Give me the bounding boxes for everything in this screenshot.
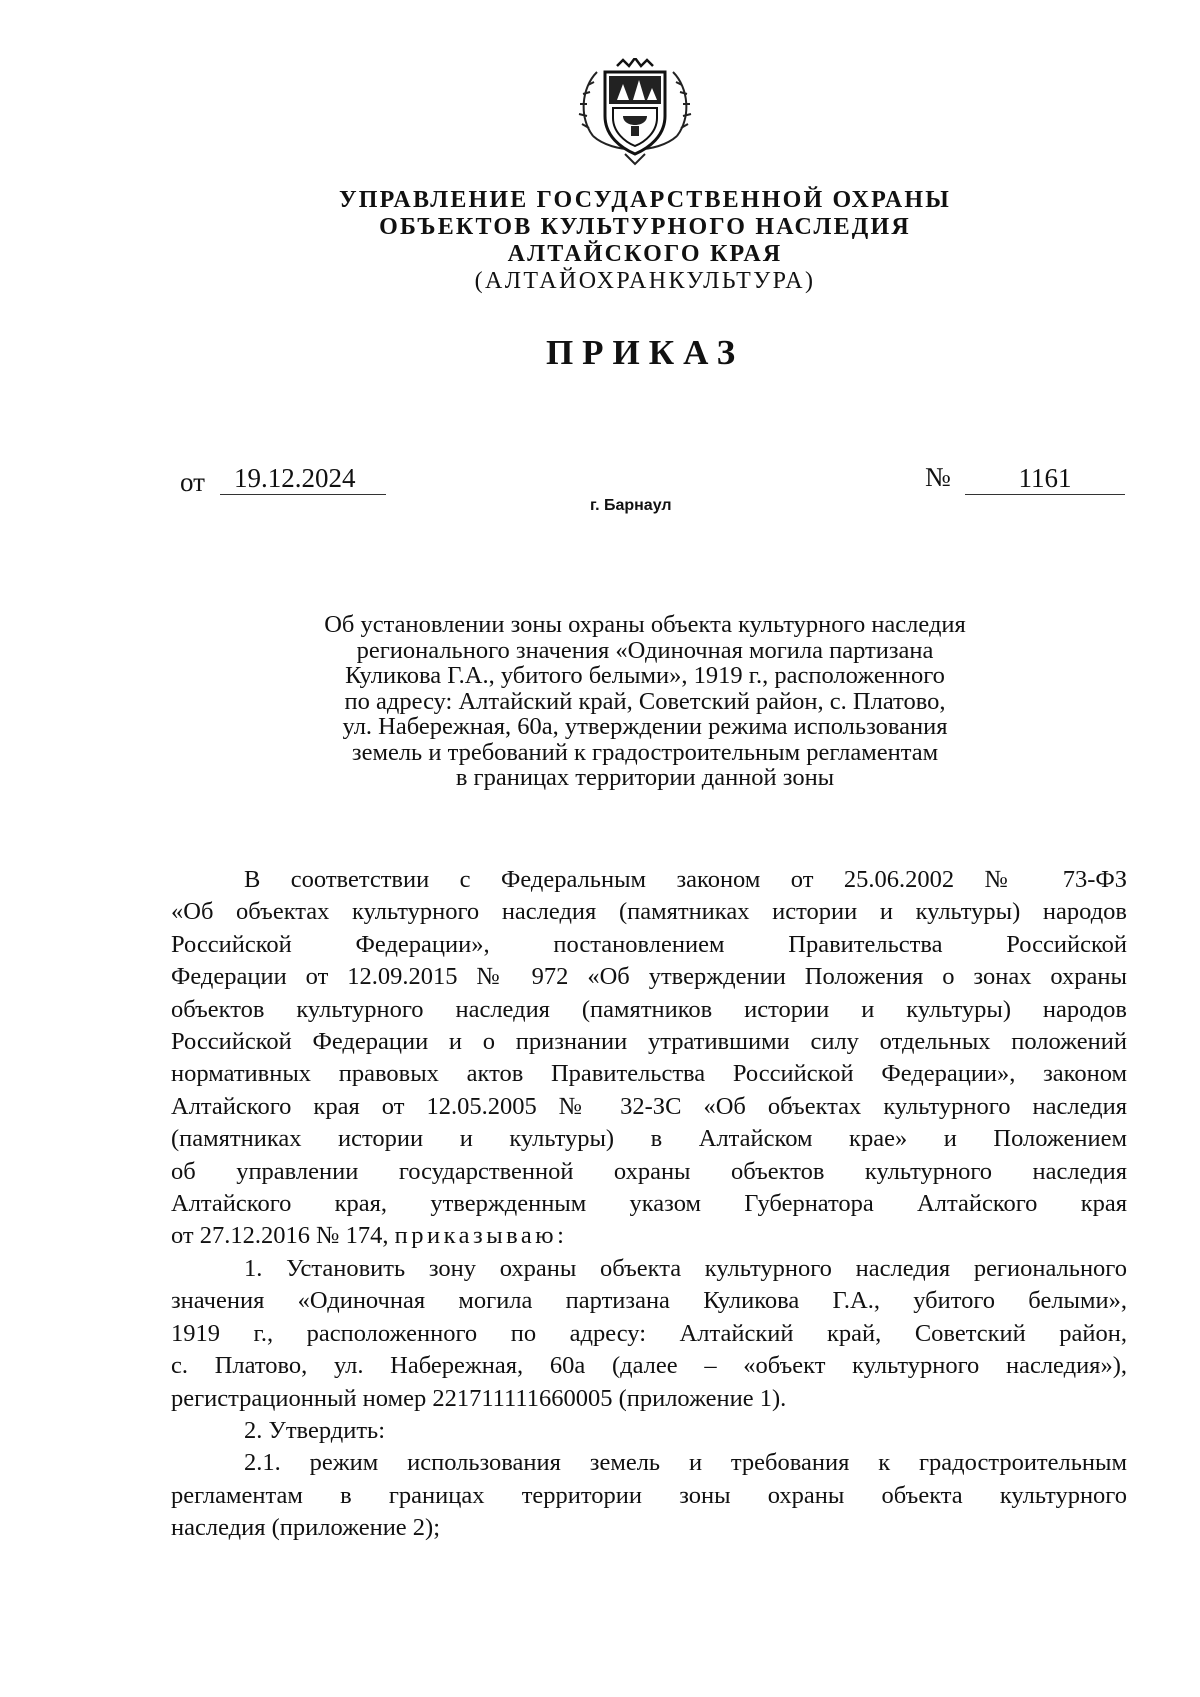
order-verb: приказываю: <box>394 1222 568 1250</box>
body-line: 1. Установить зону охраны объекта культурного наследия регионального <box>244 1254 1127 1282</box>
subject-line: земель и требований к градостроительным регламентам <box>351 738 939 766</box>
document-number: 1161 <box>965 462 1125 495</box>
body-line: Российской Федерации», постановлением Правительства Российской <box>171 930 1127 958</box>
org-line: УПРАВЛЕНИЕ ГОСУДАРСТВЕННОЙ ОХРАНЫ <box>338 187 952 213</box>
org-line: ОБЪЕКТОВ КУЛЬТУРНОГО НАСЛЕДИЯ <box>379 214 911 240</box>
body-line: Алтайского края, утвержденным указом Губернатора Алтайского края <box>171 1190 1127 1218</box>
document-date: 19.12.2024 <box>220 462 386 495</box>
body-line: Федерации от 12.09.2015 № 972 «Об утверждении Положения о зонах охраны <box>171 963 1127 991</box>
coat-of-arms-emblem <box>573 58 697 168</box>
body-line: регистрационный номер 221711111660005 (приложение 1). <box>171 1384 787 1412</box>
body-line: регламентам в границах территории зоны охраны объекта культурного <box>171 1481 1127 1509</box>
body-line: с. Платово, ул. Набережная, 60а (далее – «объект культурного наследия»), <box>171 1352 1127 1380</box>
subject-line: в границах территории данной зоны <box>455 764 835 791</box>
body-line: значения «Одиночная могила партизана Куликова Г.А., убитого белыми», <box>171 1287 1127 1315</box>
date-label: от <box>180 467 205 497</box>
city-name: г. Барнаул <box>590 497 672 514</box>
body-line: 1919 г., расположенного по адресу: Алтайский край, Советский район, <box>171 1319 1127 1347</box>
org-line: АЛТАЙСКОГО КРАЯ <box>507 241 783 267</box>
body-line: наследия (приложение 2); <box>171 1514 441 1542</box>
body-line: Алтайского края от 12.05.2005 № 32-ЗС «Об объектах культурного наследия <box>171 1092 1127 1120</box>
body-line: «Об объектах культурного наследия (памятниках истории и культуры) народов <box>171 898 1127 926</box>
body-line: нормативных правовых актов Правительства Российской Федерации», законом <box>171 1060 1127 1088</box>
body-line: (памятниках истории и культуры) в Алтайском крае» и Положением <box>171 1125 1127 1153</box>
body-line <box>171 1220 1127 1252</box>
subject-line: ул. Набережная, 60а, утверждении режима использования <box>342 713 948 740</box>
subject-line: регионального значения «Одиночная могила партизана <box>356 636 934 664</box>
body-line: объектов культурного наследия (памятников истории и культуры) народов <box>171 995 1127 1023</box>
organization-name <box>0 187 1200 295</box>
org-abbreviation: (АЛТАЙОХРАНКУЛЬТУРА) <box>474 268 816 294</box>
number-label: № <box>925 462 951 492</box>
body-line: 2.1. режим использования земель и требования к градостроительным <box>244 1449 1127 1477</box>
body-line: об управлении государственной охраны объектов культурного наследия <box>171 1157 1127 1185</box>
document-type-title: ПРИКАЗ <box>545 333 745 372</box>
document-body <box>171 864 1127 1545</box>
subject-line: Об установлении зоны охраны объекта культурного наследия <box>324 611 966 638</box>
body-line: Российской Федерации и о признании утратившими силу отдельных положений <box>171 1028 1127 1056</box>
subject-line: по адресу: Алтайский край, Советский район, с. Платово, <box>344 687 946 715</box>
body-text: от 27.12.2016 № 174, <box>171 1222 395 1250</box>
body-line: 2. Утвердить: <box>244 1416 386 1444</box>
subject-line: Куликова Г.А., убитого белыми», 1919 г., расположенного <box>345 662 945 689</box>
document-subject <box>0 612 1200 791</box>
body-line: В соответствии с Федеральным законом от 25.06.2002 № 73-ФЗ <box>244 866 1127 893</box>
